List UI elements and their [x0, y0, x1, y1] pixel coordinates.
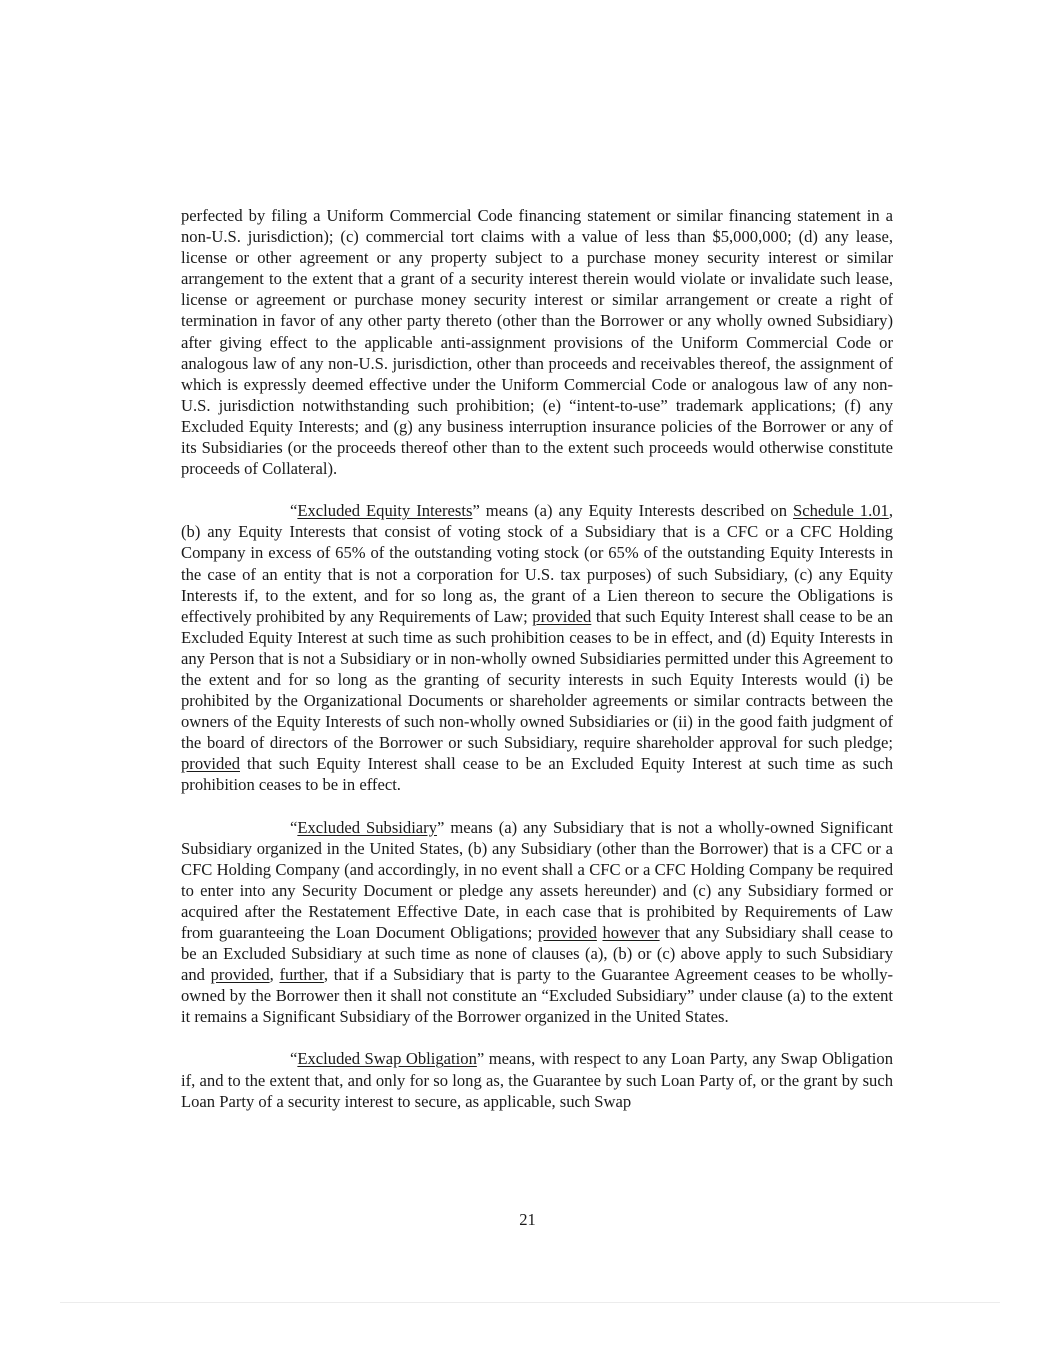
page-number: 21	[519, 1210, 536, 1229]
definition-excluded-equity-interests: “Excluded Equity Interests” means (a) any Equity Interests described on Schedule 1.01, (b) any Equity Interests that consist of voting stock of a Subsidiary that is a CFC or a CFC Holding Company in excess of 65% of the outstanding voting stock (or 65% of the outstanding Equity Interests in the case of an entity that is not a corporation for U.S. tax purposes) of such Subsidiary, (c) any Equity Interests if, to the extent, and for so long as, the grant of a Lien thereon to secure the Obligations is effectively prohibited by any Requirements of Law; provided that such Equity Interest shall cease to be an Excluded Equity Interest at such time as such prohibition ceases to be in effect, and (d) Equity Interests in any Person that is not a Subsidiary or in non-wholly owned Subsidiaries permitted under this Agreement to the extent and for so long as the granting of security interests in such Equity Interests would (i) be prohibited by the Organizational Documents or shareholder agreements or similar contracts between the owners of the Equity Interests of such non-wholly owned Subsidiaries or (ii) in the good faith judgment of the board of directors of the Borrower or such Subsidiary, require shareholder approval for such pledge; provided that such Equity Interest shall cease to be an Excluded Equity Interest at such time as such prohibition ceases to be in effect.	[181, 501, 893, 795]
proviso-term: provided	[210, 965, 270, 985]
defined-term: Excluded Equity Interests	[297, 501, 473, 521]
page-bottom-divider	[60, 1302, 1000, 1303]
paragraph-text: perfected by filing a Uniform Commercial Code financing statement or similar financing statement in a non-U.S. jurisdiction); (c) commercial tort claims with a value of less than $5,000,000; (d) any lease, license or other agreement or any property subject to a purchase money security interest or similar arrangement to the extent that a grant of a security interest therein would violate or invalidate such lease, license or agreement or purchase money security interest or similar arrangement or create a right of termination in favor of any other party thereto (other than the Borrower or any wholly owned Subsidiary) after giving effect to the applicable anti-assignment provisions of the Uniform Commercial Code or analogous law of any non-U.S. jurisdiction, other than proceeds and receivables thereof, the assignment of which is expressly deemed effective under the Uniform Commercial Code or analogous law of any non-U.S. jurisdiction notwithstanding such prohibition; (e) “intent-to-use” trademark applications; (f) any Excluded Equity Interests; and (g) any business interruption insurance policies of the Borrower or any of its Subsidiaries (or the proceeds thereof other than to the extent such proceeds would otherwise constitute proceeds of Collateral).	[181, 206, 893, 479]
definition-excluded-subsidiary: “Excluded Subsidiary” means (a) any Subsidiary that is not a wholly-owned Significant Subsidiary organized in the United States, (b) any Subsidiary (other than the Borrower) that is a CFC or a CFC Holding Company (and accordingly, in no event shall a CFC or a CFC Holding Company be required to enter into any Security Document or pledge any assets hereunder) and (c) any Subsidiary formed or acquired after the Restatement Effective Date, in each case that is prohibited by Requirements of Law from guaranteeing the Loan Document Obligations; provided however that any Subsidiary shall cease to be an Excluded Subsidiary at such time as none of clauses (a), (b) or (c) above apply to such Subsidiary and provided, further, that if a Subsidiary that is party to the Guarantee Agreement ceases to be wholly-owned by the Borrower then it shall not constitute an “Excluded Subsidiary” under clause (a) to the extent it remains a Significant Subsidiary of the Borrower organized in the United States.	[181, 817, 894, 1027]
schedule-reference: Schedule 1.01	[793, 501, 889, 521]
definition-excluded-swap-obligation: “Excluded Swap Obligation” means, with respect to any Loan Party, any Swap Obligation if, and to the extent that, and only for so long as, the Guarantee by such Loan Party of, or the grant by such Loan Party of a security interest to secure, as applicable, such Swap	[181, 1049, 894, 1111]
proviso-term: further	[279, 965, 324, 985]
paragraph-collateral-exclusions	[181, 205, 893, 479]
defined-term: Excluded Swap Obligation	[297, 1049, 477, 1069]
defined-term: Excluded Subsidiary	[297, 817, 437, 837]
proviso-term: provided	[181, 754, 240, 774]
document-body	[181, 205, 893, 1133]
proviso-term: provided	[532, 606, 592, 626]
proviso-term: however	[602, 923, 660, 942]
proviso-term: provided	[537, 923, 597, 942]
